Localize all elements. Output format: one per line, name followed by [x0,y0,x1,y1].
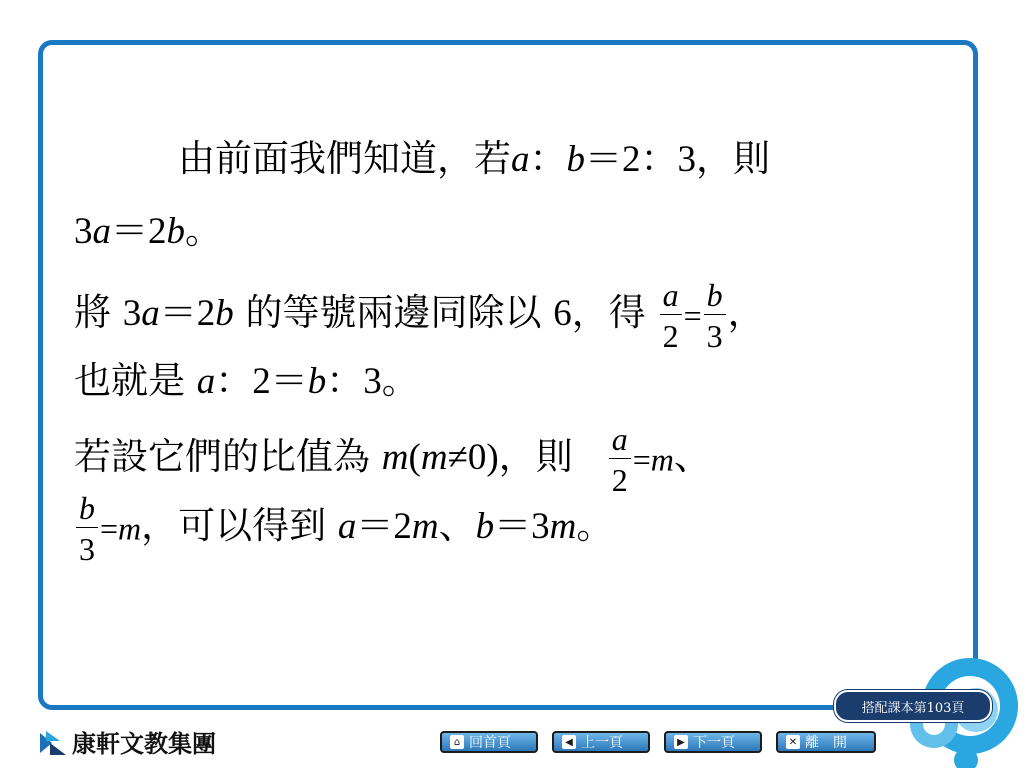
colon: ： [215,359,253,402]
text: 由前面我們知道，若 [178,137,511,180]
colon: ： [326,359,364,402]
fraction-b-over-3 [76,492,98,565]
prev-page-button[interactable] [552,731,650,753]
number: 0 [467,437,487,478]
var-a: a [337,506,357,547]
paren: ) [486,437,499,478]
equals: = [100,510,119,547]
number: 3 [363,361,382,402]
numerator: a [660,279,682,315]
text: 將 [74,291,111,334]
publisher-logo-icon [38,727,68,757]
number: 3 [122,293,142,334]
fraction-b-over-3 [704,279,726,352]
var-b: b [166,211,185,252]
triangle-right-icon: ▶ [674,735,688,749]
comma: ， [727,291,765,334]
number: 6 [553,293,572,334]
next-page-button[interactable] [664,731,762,753]
number: 2 [393,506,412,547]
numerator: b [76,492,98,528]
triangle-left-icon: ◀ [562,735,576,749]
fraction-a-over-2 [660,279,682,352]
colon: ： [640,137,678,180]
text-line-3 [74,279,765,352]
number: 3 [531,506,550,547]
paren: ( [408,437,421,478]
var-m: m [420,437,448,478]
var-a: a [92,211,111,252]
home-icon: ⌂ [450,735,464,749]
equals: ＝ [159,291,197,334]
denominator: 3 [79,531,95,567]
home-button[interactable] [440,731,538,753]
period: 。 [185,209,222,252]
equals: = [632,441,651,478]
numerator: a [609,423,631,459]
exit-button[interactable] [776,731,876,753]
separator: 、 [673,435,711,478]
exit-label: 離 開 [805,735,847,751]
text: ，可以得到 [141,504,327,547]
var-a: a [511,139,530,180]
fraction-a-over-2 [609,423,631,496]
period: 。 [381,359,419,402]
number: 3 [677,139,696,180]
text: ，則 [696,137,770,180]
textbook-page-badge: 搭配課本第103頁 [834,690,992,722]
var-a: a [196,361,216,402]
publisher-name: 康軒文教集團 [72,730,216,758]
colon: ： [529,137,567,180]
number: 2 [196,293,216,334]
var-b: b [566,139,585,180]
nav-buttons [440,731,876,753]
equals: ＝ [270,359,308,402]
text: ，得 [571,291,646,334]
denominator: 2 [662,318,679,354]
denominator: 3 [706,318,723,354]
var-m: m [411,506,439,547]
equals: ＝ [356,504,394,547]
home-label: 回首頁 [469,735,511,751]
var-b: b [475,506,495,547]
period: 。 [576,504,614,547]
text: 也就是 [74,359,185,402]
var-a: a [141,293,160,334]
equals: ＝ [111,209,148,252]
equals: ＝ [585,137,622,180]
number: 2 [252,361,271,402]
text-line-1 [178,137,770,180]
denominator: 2 [611,462,628,498]
text-line-6 [74,492,613,565]
var-m: m [118,510,142,547]
number: 3 [74,211,93,252]
close-icon: ✕ [786,735,800,749]
text: ，則 [498,435,573,478]
separator: 、 [438,504,476,547]
var-m: m [549,506,577,547]
text-line-4 [74,359,419,402]
var-m: m [650,441,674,478]
prev-label: 上一頁 [581,735,623,751]
var-b: b [215,293,234,334]
var-m: m [381,437,409,478]
equals: ＝ [494,504,532,547]
equals: = [683,297,702,334]
var-b: b [307,361,327,402]
number: 2 [148,211,167,252]
publisher-logo [38,724,216,759]
next-label: 下一頁 [693,735,735,751]
text: 若設它們的比值為 [74,435,370,478]
text-line-2 [74,209,222,252]
numerator: b [704,279,726,315]
not-equal: ≠ [447,437,468,478]
number: 2 [622,139,641,180]
text-line-5 [74,423,711,496]
text: 的等號兩邊同除以 [245,291,542,334]
